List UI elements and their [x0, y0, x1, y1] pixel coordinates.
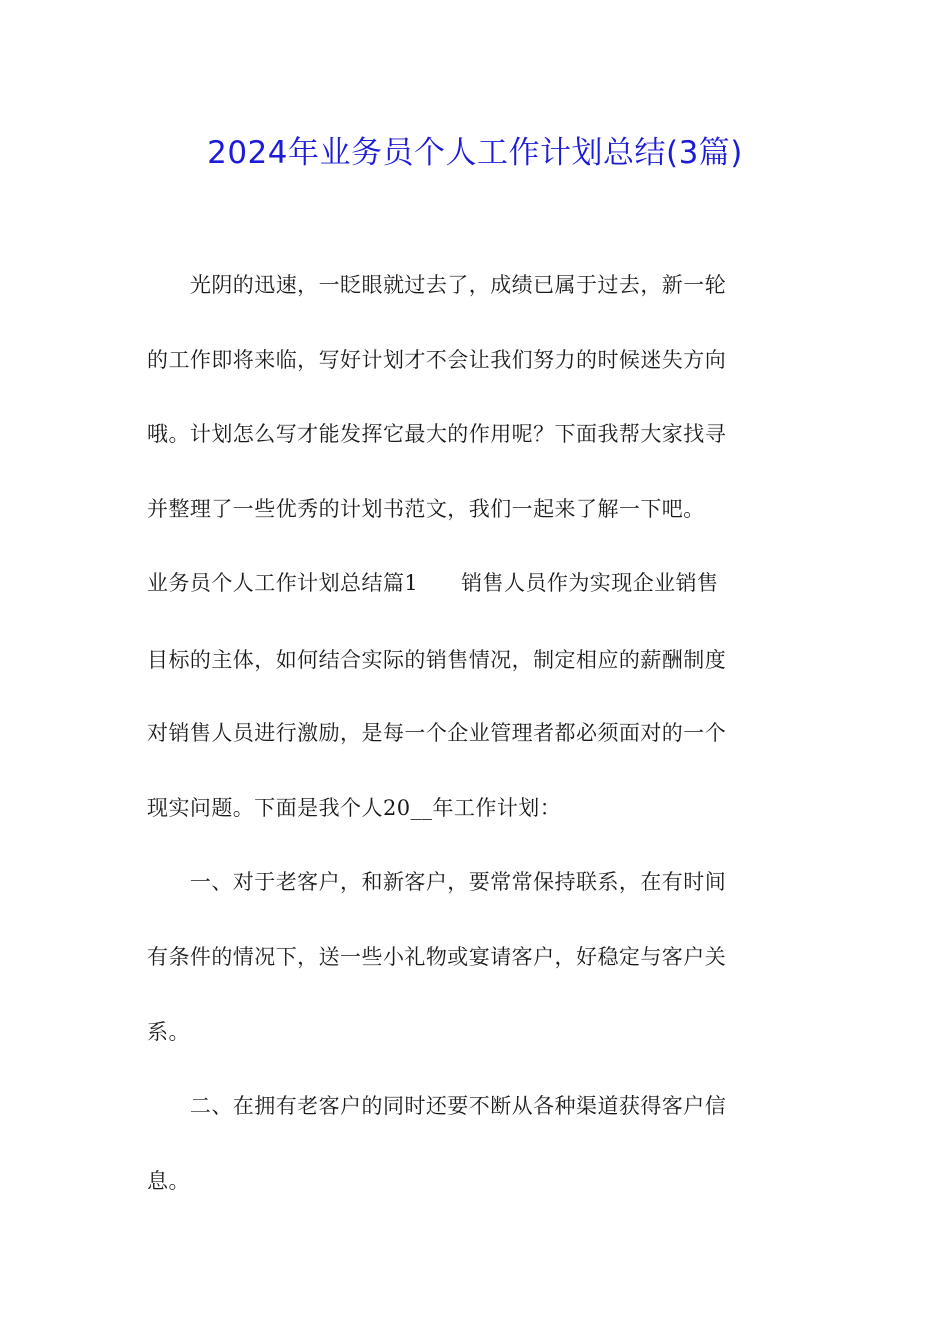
paragraph-line: 并整理了一些优秀的计划书范文，我们一起来了解一下吧。: [147, 497, 705, 521]
paragraph-line: 光阴的迅速，一眨眼就过去了，成绩已属于过去，新一轮: [147, 273, 727, 297]
document-title: 2024年业务员个人工作计划总结(3篇): [207, 135, 743, 171]
paragraph-line: 目标的主体，如何结合实际的销售情况，制定相应的薪酬制度: [147, 648, 727, 672]
paragraph-line: 二、在拥有老客户的同时还要不断从各种渠道获得客户信: [147, 1094, 727, 1118]
paragraph-line: 哦。计划怎么写才能发挥它最大的作用呢？下面我帮大家找寻: [147, 422, 727, 446]
paragraph-line: 现实问题。下面是我个人20__年工作计划：: [147, 796, 562, 820]
paragraph-line: 一、对于老客户，和新客户，要常常保持联系，在有时间: [147, 870, 727, 894]
paragraph-line: 有条件的情况下，送一些小礼物或宴请客户，好稳定与客户关: [147, 945, 727, 969]
paragraph-line: 对销售人员进行激励，是每一个企业管理者都必须面对的一个: [147, 721, 727, 745]
paragraph-line: 系。: [147, 1020, 190, 1044]
paragraph-line: 息。: [147, 1169, 190, 1193]
paragraph-line: 的工作即将来临，写好计划才不会让我们努力的时候迷失方向: [147, 348, 727, 372]
paragraph-line: 业务员个人工作计划总结篇1 销售人员作为实现企业销售: [147, 571, 719, 595]
